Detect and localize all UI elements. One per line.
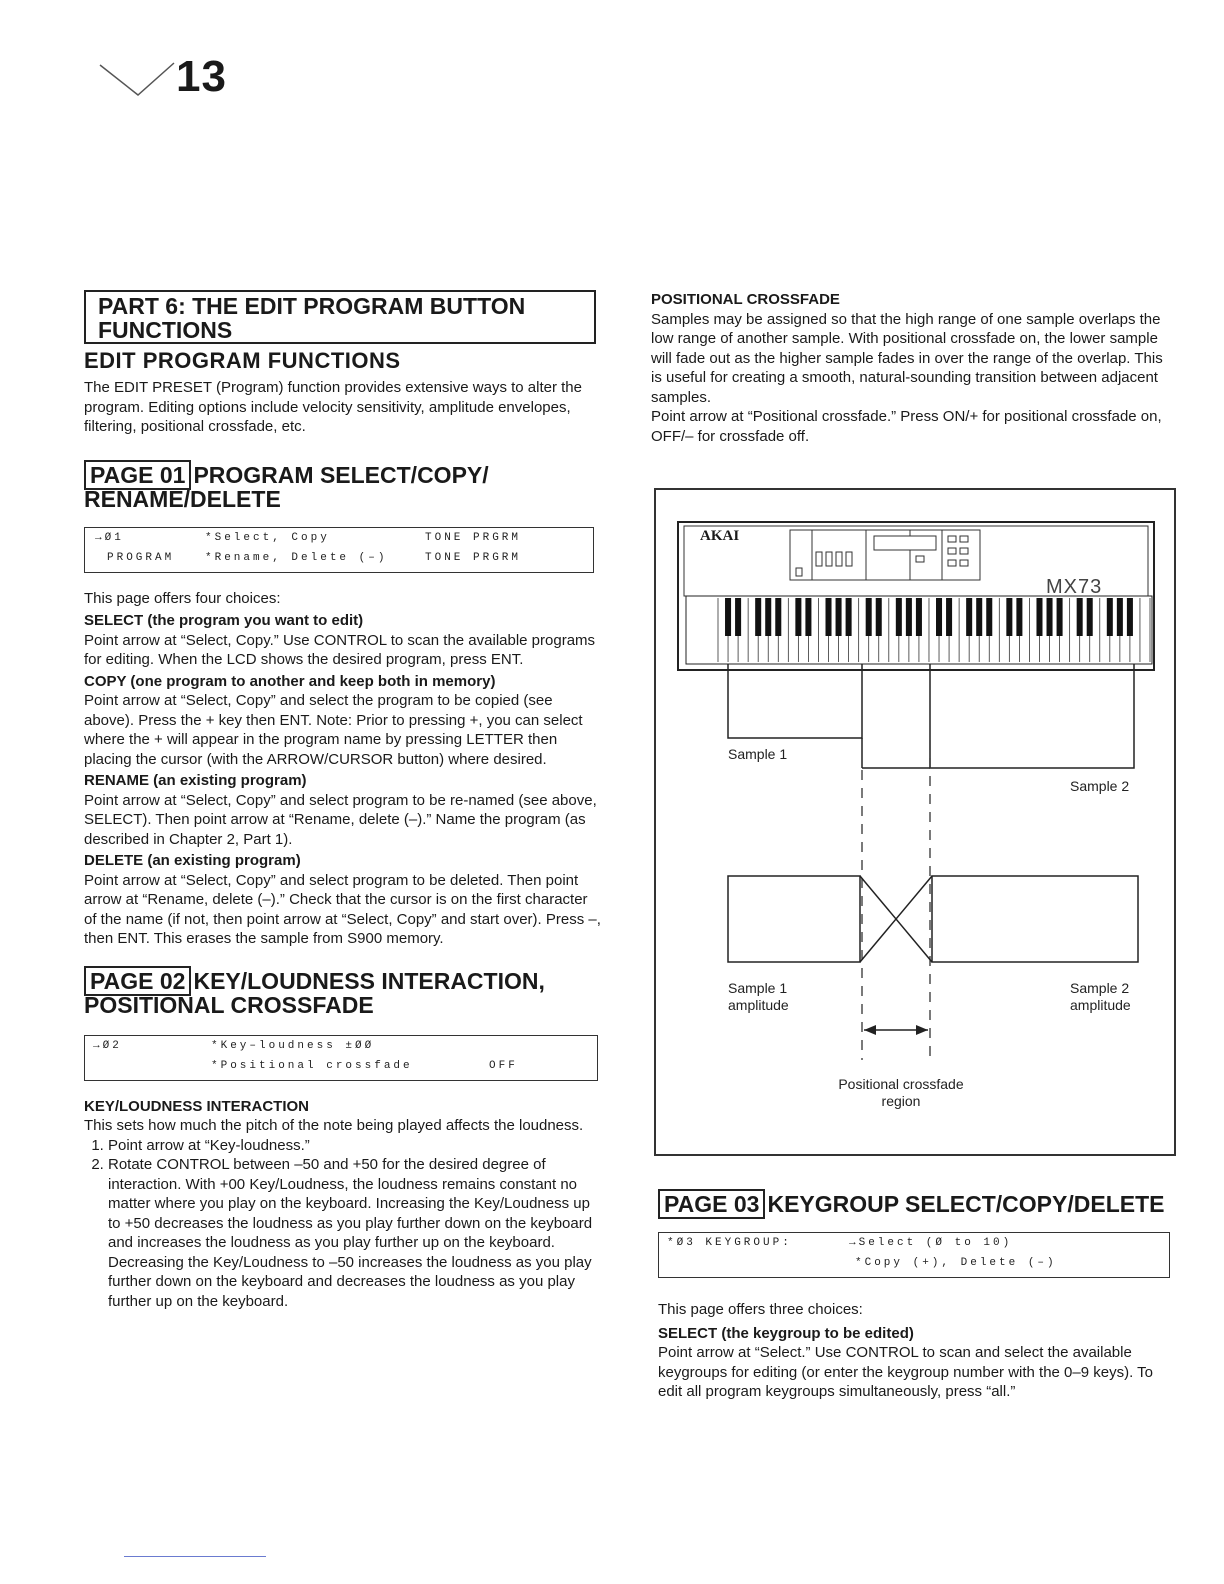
page02-tag: PAGE 02 [84, 966, 191, 996]
page02-title: KEY/LOUDNESS INTERACTION, POSITIONAL CROSSFADE [84, 967, 545, 1018]
part-title: PART 6: THE EDIT PROGRAM BUTTON FUNCTIONS [98, 293, 526, 343]
black-key [866, 598, 872, 636]
page03-lcd [658, 1232, 1170, 1278]
black-key [725, 598, 731, 636]
black-key [1006, 598, 1012, 636]
black-key [755, 598, 761, 636]
list-item: 2. Rotate CONTROL between –50 and +50 for the desired degree of interaction. With +00 Key/Loudness, the loudness remains constant no matter where you play on the keyboard. Increasing the Key/Loudness up to +50 decreases the loudness as you play further down on the keyboard and increases the loudness as you play further up on the keyboard. Decreasing the Key/Loudness to –50 increases the loudness as you play further down on the keyboard and decreases the loudness as you play further up on the keyboard. [108, 1155, 604, 1311]
delete-heading: DELETE (an existing program) [84, 852, 301, 869]
page03-tag: PAGE 03 [658, 1189, 765, 1219]
label-line: amplitude [728, 997, 789, 1013]
black-key [846, 598, 852, 636]
list-item: 1. Point arrow at “Key-loudness.” [108, 1136, 604, 1156]
black-key [906, 598, 912, 636]
lcd-cell: →Ø1 [95, 531, 124, 544]
page03-section [658, 1192, 1172, 1402]
left-column [84, 290, 604, 1311]
keygroup-select-heading: SELECT (the keygroup to be edited) [658, 1324, 914, 1342]
black-key [1127, 598, 1133, 636]
select-heading: SELECT (the program you want to edit) [84, 612, 364, 629]
black-key [976, 598, 982, 636]
akai-logo: AKAI [700, 528, 740, 544]
black-key [1047, 598, 1053, 636]
key-loudness-body: This sets how much the pitch of the note being played affects the loudness. [84, 1117, 584, 1134]
page01-heading [84, 463, 604, 511]
black-key [946, 598, 952, 636]
label-line: Positional crossfade [838, 1076, 964, 1092]
rename-body: Point arrow at “Select, Copy” and select program to be re-named (see above, SELECT). Then point arrow at “Rename, delete (–).” Name the program (as described in Chapter 2, Part 1). [84, 791, 597, 848]
page01-title: PROGRAM SELECT/COPY/ RENAME/DELETE [84, 461, 489, 512]
black-key [1077, 598, 1083, 636]
label-line: Sample 1 [728, 980, 788, 996]
black-key [836, 598, 842, 636]
page03-title: KEYGROUP SELECT/COPY/DELETE [767, 1191, 1165, 1217]
positional-crossfade-heading: POSITIONAL CROSSFADE [651, 291, 840, 308]
positional-crossfade-body: Samples may be assigned so that the high range of one sample overlaps the low range of another sample. With positional crossfade on, the lower sample will fade out as the higher sample fades in over the range of the overlap. This is useful for creating a smooth, natural-sounding transition between adjacent samples. [651, 310, 1163, 406]
lcd-cell: *Copy (+), Delete (–) [855, 1257, 1057, 1269]
black-key [825, 598, 831, 636]
black-key [775, 598, 781, 636]
page01-lcd [84, 527, 594, 573]
edit-program-body: The EDIT PRESET (Program) function provides extensive ways to alter the program. Editing options include velocity sensitivity, amplitude envelopes, filtering, positional crossfade, etc. [84, 379, 582, 435]
lcd-cell: →Ø2 [93, 1039, 122, 1052]
crossfade-figure [654, 488, 1176, 1156]
page01-tag: PAGE 01 [84, 460, 191, 490]
black-key [986, 598, 992, 636]
black-key [1057, 598, 1063, 636]
label-line: region [881, 1093, 921, 1109]
sample2-label: Sample 2 [1070, 778, 1130, 794]
sample1-label: Sample 1 [728, 746, 788, 762]
page02-lcd [84, 1035, 598, 1081]
edit-program-heading: EDIT PROGRAM FUNCTIONS [84, 348, 401, 373]
black-key [805, 598, 811, 636]
positional-crossfade-body-2: Point arrow at “Positional crossfade.” Press ON/+ for positional crossfade on, OFF/– for crossfade off. [651, 408, 1162, 445]
footer-rule [124, 1556, 266, 1557]
black-key [876, 598, 882, 636]
check-mark-icon [98, 59, 176, 99]
rename-heading: RENAME (an existing program) [84, 772, 307, 789]
black-key [936, 598, 942, 636]
part-title-box [84, 290, 596, 344]
black-key [916, 598, 922, 636]
black-key [1107, 598, 1113, 636]
page03-intro: This page offers three choices: [658, 1301, 863, 1318]
black-key [1087, 598, 1093, 636]
key-loudness-heading: KEY/LOUDNESS INTERACTION [84, 1097, 310, 1115]
page03-heading [658, 1192, 1172, 1216]
lcd-cell: *Ø3 KEYGROUP: [667, 1237, 792, 1249]
page-number: 13 [98, 52, 227, 102]
page02-heading [84, 969, 604, 1017]
lcd-cell: *Key–loudness ±ØØ [211, 1039, 375, 1052]
lcd-cell: PROGRAM [107, 551, 175, 564]
black-key [795, 598, 801, 636]
crossfade-region-label [816, 1076, 986, 1110]
right-column [651, 290, 1173, 446]
black-key [1117, 598, 1123, 636]
delete-body: Point arrow at “Select, Copy” and select program to be deleted. Then point arrow at “Rename, delete (–).” Check that the cursor is on the first character of the name (if not, then point arrow at “Select, Copy” and start over). Press –, then ENT. This erases the sample from S900 memory. [84, 871, 601, 947]
sample1-amplitude-label [728, 980, 789, 1014]
copy-heading: COPY (one program to another and keep both in memory) [84, 672, 496, 690]
model-label: MX73 [1046, 576, 1103, 598]
black-key [765, 598, 771, 636]
select-body: Point arrow at “Select, Copy.” Use CONTROL to scan the available programs for editing. When the LCD shows the desired program, press ENT. [84, 631, 596, 668]
black-key [1036, 598, 1042, 636]
black-key [896, 598, 902, 636]
lcd-cell: *Rename, Delete (–) [205, 551, 388, 564]
lcd-cell: OFF [489, 1059, 518, 1072]
keygroup-select-body: Point arrow at “Select.” Use CONTROL to scan and select the available keygroups for editing (or enter the keygroup number with the 0–9 keys). To edit all program keygroups simultaneously, press “all.” [658, 1344, 1153, 1400]
sample2-amplitude-label [1070, 980, 1131, 1014]
lcd-cell: TONE PRGRM [425, 551, 522, 564]
label-line: Sample 2 [1070, 980, 1130, 996]
label-line: amplitude [1070, 997, 1131, 1013]
black-key [1016, 598, 1022, 636]
lcd-cell: *Select, Copy [205, 531, 330, 544]
page01-intro: This page offers four choices: [84, 589, 281, 607]
key-loudness-steps [84, 1136, 604, 1312]
lcd-cell: →Select (Ø to 10) [849, 1237, 1013, 1249]
black-key [966, 598, 972, 636]
lcd-cell: TONE PRGRM [425, 531, 522, 544]
lcd-cell: *Positional crossfade [211, 1059, 413, 1072]
copy-body: Point arrow at “Select, Copy” and select the program to be copied (see above). Press the + key then ENT. Note: Prior to pressing +, you can select where the + will appear in the program name by pressing LETTER then placing the cursor (with the ARROW/CURSOR button) where desired. [84, 692, 583, 768]
black-key [735, 598, 741, 636]
